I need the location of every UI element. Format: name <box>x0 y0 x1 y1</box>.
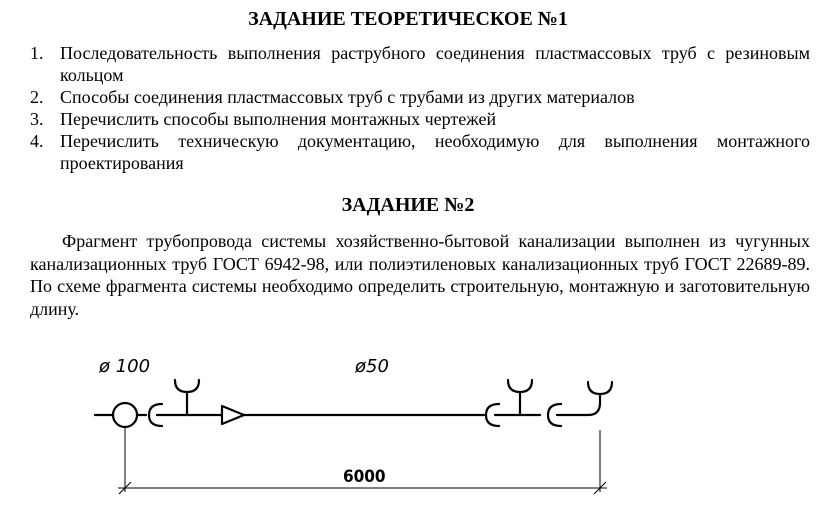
task1-question-list <box>30 42 810 174</box>
item-number: 4. <box>30 131 44 151</box>
item-text: Последовательность выполнения раструбного соединения пластмассовых труб с резиновым кольцом <box>60 43 810 85</box>
pipeline-diagram <box>0 340 816 523</box>
riser-socket-left <box>175 380 199 392</box>
task1-title: ЗАДАНИЕ ТЕОРЕТИЧЕСКОЕ №1 <box>248 8 568 30</box>
diameter-label-50: ø50 <box>355 356 389 377</box>
item-number: 3. <box>30 109 44 129</box>
item-text: Способы соединения пластмассовых труб с трубами из других материалов <box>60 87 635 107</box>
list-item <box>30 42 810 86</box>
pipe-bend <box>557 395 600 415</box>
item-number: 2. <box>30 87 44 107</box>
list-item <box>30 130 810 174</box>
task2-paragraph: Фрагмент трубопровода системы хозяйственно-бытовой канализации выполнен из чугунных канализационных труб ГОСТ 6942-98, или полиэтиленовых канализационных труб ГОСТ 22689-89. По схеме фрагмента системы необходимо определить строительную, монтажную и заготовительную длину. <box>30 231 810 319</box>
item-number: 1. <box>30 43 44 63</box>
dimension-label: 6000 <box>343 467 386 487</box>
item-text: Перечислить техническую документацию, необходимую для выполнения монтажного проектирования <box>60 131 810 173</box>
bend-socket <box>588 382 612 394</box>
task2-title: ЗАДАНИЕ №2 <box>341 194 475 216</box>
pipe-cap-circle <box>113 403 137 427</box>
riser-socket-right <box>508 380 532 392</box>
list-item <box>30 86 810 108</box>
item-text: Перечислить способы выполнения монтажных чертежей <box>60 109 497 129</box>
list-item <box>30 108 810 130</box>
reducer-triangle <box>222 406 244 424</box>
diameter-label-100: ø 100 <box>99 356 151 377</box>
